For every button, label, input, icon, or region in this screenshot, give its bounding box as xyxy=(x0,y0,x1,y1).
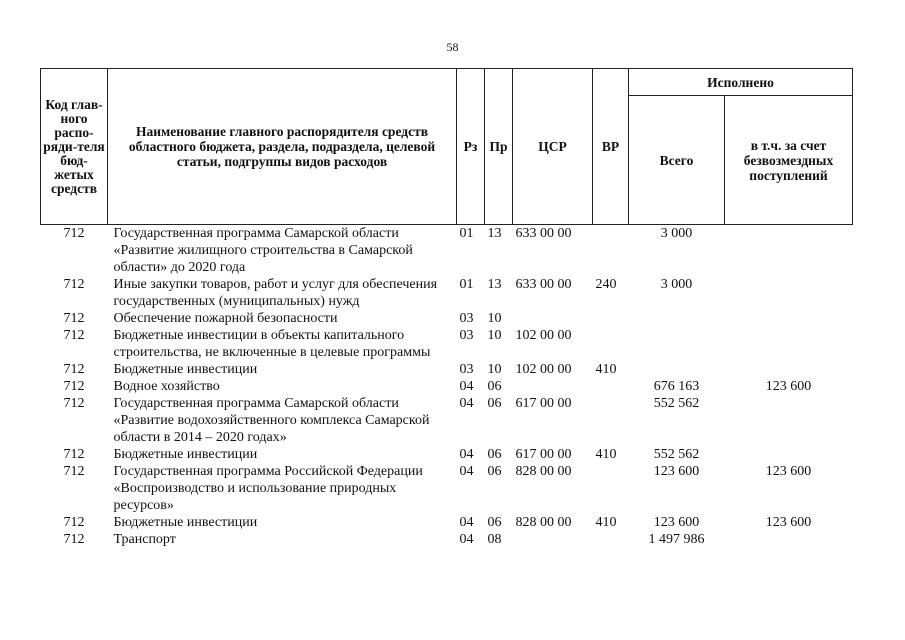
cell-vr: 410 xyxy=(595,515,617,530)
cell-code: 712 xyxy=(63,328,85,343)
cell-code: 712 xyxy=(63,362,85,377)
cell-code: 712 xyxy=(63,515,85,530)
cell-total: 123 600 xyxy=(653,515,700,530)
header-including: в т.ч. за счет безвозмездных поступлений xyxy=(725,96,853,225)
header-code: Код глав-ного распо-ряди-теля бюд-жетых средств xyxy=(41,69,108,225)
header-rz: Рз xyxy=(457,69,485,225)
cell-code: 712 xyxy=(63,447,85,462)
cell-vr xyxy=(593,225,629,277)
cell-csr: 633 00 00 xyxy=(515,277,572,292)
cell-name: Водное хозяйство xyxy=(113,379,220,394)
cell-rz: 01 xyxy=(459,226,474,241)
cell-name: Бюджетные инвестиции xyxy=(113,515,258,530)
cell-rz: 03 xyxy=(459,328,474,343)
table-row xyxy=(41,225,853,277)
cell-csr: 102 00 00 xyxy=(515,328,572,343)
cell-csr: 828 00 00 xyxy=(515,515,572,530)
header-executed: Исполнено xyxy=(629,69,853,96)
cell-total: 552 562 xyxy=(653,447,700,462)
cell-including xyxy=(725,395,853,446)
cell-including: 123 600 xyxy=(765,464,812,479)
cell-code: 712 xyxy=(63,226,85,241)
table-row xyxy=(41,446,853,463)
cell-vr xyxy=(593,310,629,327)
cell-code: 712 xyxy=(63,311,85,326)
cell-rz: 01 xyxy=(459,277,474,292)
cell-csr: 102 00 00 xyxy=(515,362,572,377)
cell-including: 123 600 xyxy=(765,379,812,394)
cell-vr xyxy=(593,327,629,361)
cell-pr: 13 xyxy=(487,277,502,292)
table-row xyxy=(41,531,853,548)
cell-pr: 13 xyxy=(487,226,502,241)
cell-pr: 06 xyxy=(487,396,502,411)
cell-including: 123 600 xyxy=(765,515,812,530)
cell-pr: 06 xyxy=(487,447,502,462)
header-csr: ЦСР xyxy=(513,69,593,225)
cell-including xyxy=(725,276,853,310)
cell-csr: 617 00 00 xyxy=(515,447,572,462)
cell-name: Государственная программа Самарской области «Развитие водохозяйственного комплекса Самарской области в 2014 – 2020 годах» xyxy=(113,396,430,445)
cell-csr xyxy=(513,310,593,327)
cell-vr: 410 xyxy=(595,447,617,462)
cell-rz: 04 xyxy=(459,515,474,530)
cell-name: Транспорт xyxy=(113,532,176,547)
cell-total: 123 600 xyxy=(653,464,700,479)
cell-name: Государственная программа Российской Федерации «Воспроизводство и использование природных ресурсов» xyxy=(113,464,423,513)
cell-total xyxy=(629,327,725,361)
cell-name: Бюджетные инвестиции в объекты капитального строительства, не включенные в целевые программы xyxy=(113,328,431,360)
table-row xyxy=(41,327,853,361)
cell-name: Бюджетные инвестиции xyxy=(113,447,258,462)
cell-rz: 04 xyxy=(459,379,474,394)
cell-csr: 828 00 00 xyxy=(515,464,572,479)
cell-csr xyxy=(513,378,593,395)
cell-including xyxy=(725,327,853,361)
cell-vr xyxy=(593,395,629,446)
cell-pr: 10 xyxy=(487,311,502,326)
page-number: 58 xyxy=(446,40,459,54)
cell-including xyxy=(725,225,853,277)
cell-code: 712 xyxy=(63,396,85,411)
cell-rz: 04 xyxy=(459,396,474,411)
header-name: Наименование главного распорядителя средств областного бюджета, раздела, подраздела, целевой статьи, подгруппы видов расходов xyxy=(108,69,457,225)
cell-total xyxy=(629,310,725,327)
cell-vr: 410 xyxy=(595,362,617,377)
cell-total: 676 163 xyxy=(653,379,700,394)
table-row xyxy=(41,276,853,310)
cell-name: Иные закупки товаров, работ и услуг для обеспечения государственных (муниципальных) нужд xyxy=(113,277,438,309)
cell-including xyxy=(725,446,853,463)
cell-rz: 03 xyxy=(459,311,474,326)
cell-total xyxy=(629,361,725,378)
cell-vr xyxy=(593,463,629,514)
cell-including xyxy=(725,531,853,548)
cell-pr: 08 xyxy=(487,532,502,547)
cell-name: Бюджетные инвестиции xyxy=(113,362,258,377)
cell-vr: 240 xyxy=(595,277,617,292)
table-row xyxy=(41,514,853,531)
cell-rz: 04 xyxy=(459,532,474,547)
table-header xyxy=(41,69,853,225)
cell-code: 712 xyxy=(63,532,85,547)
cell-code: 712 xyxy=(63,379,85,394)
cell-vr xyxy=(593,378,629,395)
table-row xyxy=(41,378,853,395)
cell-pr: 10 xyxy=(487,328,502,343)
table-row xyxy=(41,310,853,327)
cell-rz: 04 xyxy=(459,447,474,462)
budget-table xyxy=(40,68,853,548)
header-total: Всего xyxy=(629,96,725,225)
header-vr: ВР xyxy=(593,69,629,225)
cell-csr: 633 00 00 xyxy=(515,226,572,241)
table-row xyxy=(41,361,853,378)
cell-pr: 10 xyxy=(487,362,502,377)
cell-total: 3 000 xyxy=(660,277,693,292)
cell-name: Обеспечение пожарной безопасности xyxy=(113,311,338,326)
cell-csr: 617 00 00 xyxy=(515,396,572,411)
cell-including xyxy=(725,361,853,378)
cell-name: Государственная программа Самарской области «Развитие жилищного строительства в Самарской области» до 2020 года xyxy=(113,226,413,275)
cell-csr xyxy=(513,531,593,548)
cell-total: 1 497 986 xyxy=(648,532,705,547)
cell-vr xyxy=(593,531,629,548)
cell-total: 3 000 xyxy=(660,226,693,241)
cell-pr: 06 xyxy=(487,464,502,479)
cell-including xyxy=(725,310,853,327)
cell-pr: 06 xyxy=(487,379,502,394)
table-body xyxy=(41,225,853,549)
cell-total: 552 562 xyxy=(653,396,700,411)
header-pr: Пр xyxy=(485,69,513,225)
cell-rz: 03 xyxy=(459,362,474,377)
table-row xyxy=(41,463,853,514)
cell-code: 712 xyxy=(63,277,85,292)
cell-rz: 04 xyxy=(459,464,474,479)
table-row xyxy=(41,395,853,446)
cell-pr: 06 xyxy=(487,515,502,530)
cell-code: 712 xyxy=(63,464,85,479)
